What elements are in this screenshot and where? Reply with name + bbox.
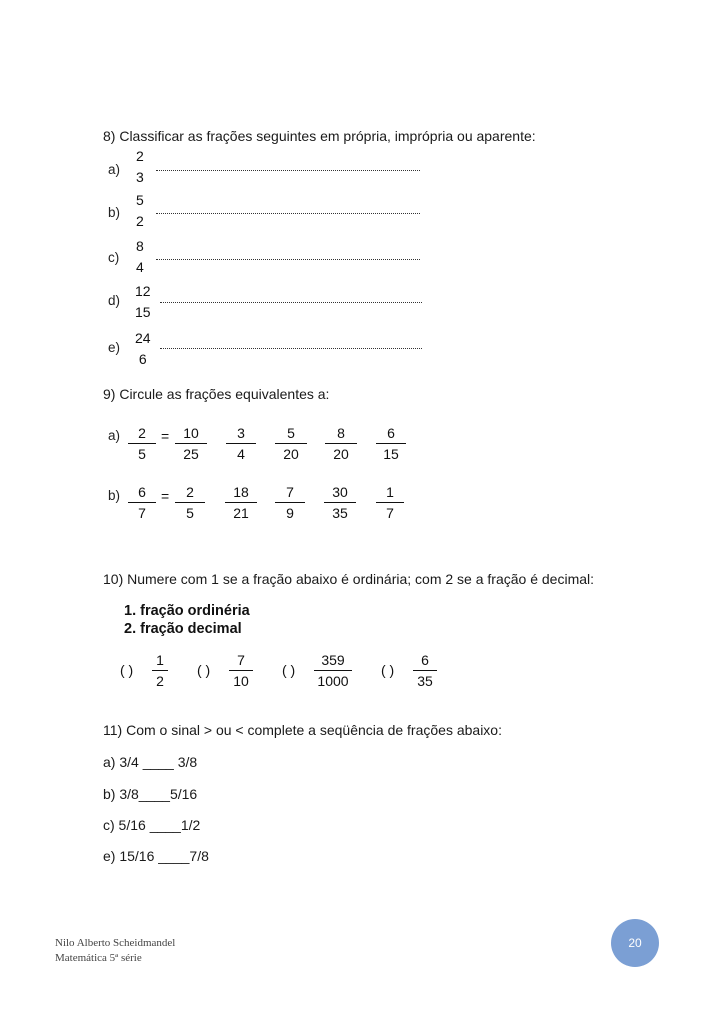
denominator: 9 — [286, 505, 294, 521]
q9-title: 9) Circule as frações equivalentes a: — [103, 386, 330, 402]
option-fraction[interactable] — [275, 425, 307, 462]
numerator: 2 — [138, 425, 146, 441]
option-fraction[interactable] — [175, 484, 205, 521]
denominator: 15 — [383, 446, 399, 462]
denominator: 6 — [138, 351, 147, 367]
list-item: 1. fração ordinéria — [124, 603, 250, 619]
q11-item: a) 3/4 ____ 3/8 — [103, 754, 198, 770]
page-number-badge: 20 — [611, 919, 659, 967]
denominator: 20 — [333, 446, 349, 462]
fraction-bar — [229, 670, 253, 671]
q8-item-label: c) — [108, 250, 120, 265]
option-fraction[interactable] — [225, 484, 257, 521]
answer-parentheses[interactable]: ( ) — [197, 662, 211, 678]
denominator: 35 — [417, 673, 433, 689]
fraction-bar — [275, 502, 305, 503]
numerator: 3 — [237, 425, 245, 441]
numerator: 6 — [387, 425, 395, 441]
denominator: 4 — [136, 259, 144, 275]
numerator: 5 — [136, 192, 144, 208]
q8-fraction — [133, 283, 153, 320]
numerator: 12 — [135, 283, 151, 299]
fraction-bar — [226, 443, 256, 444]
q9-row-label: a) — [108, 428, 121, 443]
numerator: 30 — [332, 484, 348, 500]
q8-item-label: a) — [108, 162, 121, 177]
numerator: 1 — [156, 652, 164, 668]
base-fraction — [128, 425, 156, 462]
denominator: 25 — [183, 446, 199, 462]
option-fraction[interactable] — [325, 425, 357, 462]
answer-parentheses[interactable]: ( ) — [381, 662, 395, 678]
numerator: 8 — [337, 425, 345, 441]
fraction-bar — [376, 443, 406, 444]
q10-title: 10) Numere com 1 se a fração abaixo é ordinária; com 2 se a fração é decimal: — [103, 571, 595, 587]
footer-author: Nilo Alberto Scheidmandel — [55, 937, 176, 949]
q8-fraction — [134, 148, 146, 185]
q8-title: 8) Classificar as frações seguintes em própria, imprópria ou aparente: — [103, 128, 536, 144]
q11-item: e) 15/16 ____7/8 — [103, 848, 209, 864]
q10-fraction — [412, 652, 438, 689]
q8-fraction — [133, 330, 153, 367]
denominator: 7 — [386, 505, 394, 521]
fraction-bar — [376, 502, 404, 503]
numerator: 2 — [186, 484, 194, 500]
equals-sign: = — [161, 428, 170, 444]
denominator: 4 — [237, 446, 245, 462]
numerator: 18 — [233, 484, 249, 500]
fraction-bar — [175, 443, 207, 444]
answer-line[interactable] — [156, 213, 420, 214]
numerator: 7 — [286, 484, 294, 500]
fraction-bar — [324, 502, 356, 503]
denominator: 5 — [186, 505, 194, 521]
denominator: 35 — [332, 505, 348, 521]
answer-line[interactable] — [160, 302, 422, 303]
answer-parentheses[interactable]: ( ) — [120, 662, 134, 678]
q8-item-label: d) — [108, 293, 121, 308]
denominator: 15 — [135, 304, 151, 320]
list-item: 2. fração decimal — [124, 621, 242, 637]
option-fraction[interactable] — [376, 425, 406, 462]
fraction-bar — [225, 502, 257, 503]
numerator: 359 — [321, 652, 345, 668]
answer-line[interactable] — [160, 348, 422, 349]
footer-text — [55, 936, 175, 966]
denominator: 2 — [136, 213, 144, 229]
q8-fraction — [134, 192, 146, 229]
footer-course: Matemática 5ª série — [55, 952, 142, 964]
q11-item: b) 3/8____5/16 — [103, 786, 198, 802]
q11-title: 11) Com o sinal > ou < complete a seqüência de frações abaixo: — [103, 722, 502, 738]
fraction-bar — [314, 670, 352, 671]
numerator: 2 — [136, 148, 144, 164]
base-fraction — [128, 484, 156, 521]
fraction-bar — [128, 443, 156, 444]
fraction-bar — [152, 670, 168, 671]
numerator: 7 — [237, 652, 245, 668]
numerator: 10 — [183, 425, 199, 441]
q10-fraction — [313, 652, 353, 689]
option-fraction[interactable] — [175, 425, 207, 462]
option-fraction[interactable] — [275, 484, 305, 521]
q9-row-label: b) — [108, 488, 121, 503]
denominator: 1000 — [317, 673, 349, 689]
q11-item: c) 5/16 ____1/2 — [103, 817, 201, 833]
q8-item-label: b) — [108, 205, 121, 220]
fraction-bar — [325, 443, 357, 444]
numerator: 24 — [135, 330, 151, 346]
equals-sign: = — [161, 488, 170, 504]
denominator: 3 — [136, 169, 144, 185]
option-fraction[interactable] — [226, 425, 256, 462]
answer-parentheses[interactable]: ( ) — [282, 662, 296, 678]
fraction-bar — [413, 670, 437, 671]
numerator: 5 — [287, 425, 295, 441]
numerator: 6 — [421, 652, 429, 668]
option-fraction[interactable] — [324, 484, 356, 521]
denominator: 20 — [283, 446, 299, 462]
denominator: 21 — [233, 505, 249, 521]
numerator: 1 — [386, 484, 394, 500]
answer-line[interactable] — [156, 259, 420, 260]
denominator: 10 — [233, 673, 249, 689]
q10-fraction — [227, 652, 255, 689]
denominator: 7 — [138, 505, 146, 521]
answer-line[interactable] — [156, 170, 420, 171]
denominator: 2 — [156, 673, 164, 689]
numerator: 8 — [136, 238, 144, 254]
fraction-bar — [275, 443, 307, 444]
denominator: 5 — [138, 446, 146, 462]
q8-item-label: e) — [108, 340, 121, 355]
numerator: 6 — [138, 484, 146, 500]
q10-fraction — [150, 652, 170, 689]
fraction-bar — [128, 502, 156, 503]
fraction-bar — [175, 502, 205, 503]
option-fraction[interactable] — [376, 484, 404, 521]
q8-fraction — [134, 238, 146, 275]
